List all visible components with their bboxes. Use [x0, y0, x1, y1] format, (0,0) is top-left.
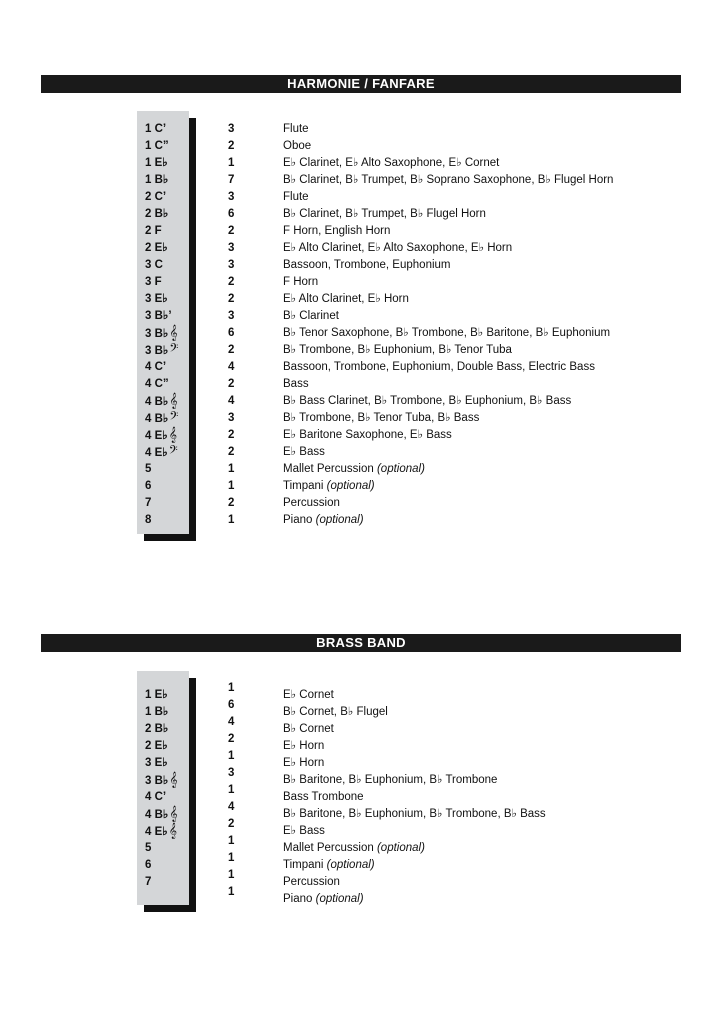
instrument-names: B♭ Baritone, B♭ Euphonium, B♭ Trombone, B♭ Bass [283, 808, 546, 820]
part-count [228, 257, 234, 274]
part-label [145, 206, 168, 223]
part-name: 3 E♭ [145, 293, 168, 305]
count-value: 1 [228, 480, 235, 492]
part-label [145, 291, 168, 308]
instrument-names: Bass [283, 378, 309, 390]
count-value: 6 [228, 208, 235, 220]
instrument-list [283, 172, 613, 189]
part-label [145, 444, 178, 462]
count-value: 2 [228, 344, 235, 356]
part-name: 4 C’ [145, 361, 167, 373]
instrument-names: Mallet Percussion [283, 842, 377, 854]
instrument-names: E♭ Horn [283, 740, 325, 752]
part-name: 8 [145, 514, 152, 526]
instrument-list [283, 257, 451, 274]
instrument-names: B♭ Cornet [283, 723, 334, 735]
part-label [145, 789, 166, 806]
part-count [228, 189, 234, 206]
instrument-names: Bassoon, Trombone, Euphonium [283, 259, 451, 271]
part-name: 4 C” [145, 378, 169, 390]
bass-clef-icon: 𝄢 [168, 444, 178, 460]
part-name: 2 B♭ [145, 208, 169, 220]
count-value: 4 [228, 716, 235, 728]
optional-note: (optional) [326, 859, 375, 871]
instrument-names: B♭ Clarinet, B♭ Trumpet, B♭ Soprano Saxophone, B♭ Flugel Horn [283, 174, 614, 186]
part-label [145, 461, 151, 478]
part-label [145, 840, 151, 857]
part-name: 3 F [145, 276, 162, 288]
part-label [145, 410, 178, 428]
instrument-names: E♭ Bass [283, 825, 325, 837]
instrument-names: Percussion [283, 497, 340, 509]
part-count [228, 308, 234, 325]
count-value: 1 [228, 514, 235, 526]
count-value: 4 [228, 361, 235, 373]
part-name: 2 F [145, 225, 162, 237]
part-label [145, 240, 168, 257]
count-value: 3 [228, 123, 235, 135]
part-count [228, 884, 234, 901]
instrument-list [283, 721, 334, 738]
instrument-list [283, 823, 325, 840]
instrument-names: E♭ Horn [283, 757, 325, 769]
part-count [228, 799, 234, 816]
part-label [145, 308, 172, 325]
part-name: 1 E♭ [145, 157, 168, 169]
part-count [228, 765, 234, 782]
count-value: 1 [228, 750, 235, 762]
count-value: 2 [228, 378, 235, 390]
instrument-names: B♭ Trombone, B♭ Tenor Tuba, B♭ Bass [283, 412, 480, 424]
instrument-list [283, 755, 324, 772]
count-value: 1 [228, 869, 235, 881]
count-value: 3 [228, 191, 235, 203]
treble-clef-icon: 𝄞 [169, 772, 178, 788]
instrument-names: B♭ Cornet, B♭ Flugel [283, 706, 388, 718]
count-value: 2 [228, 733, 235, 745]
part-label [145, 755, 168, 772]
part-label [145, 155, 168, 172]
part-count [228, 342, 234, 359]
treble-clef-icon: 𝄞 [169, 393, 178, 409]
harmonie-section-title: HARMONIE / FANFARE [41, 75, 681, 93]
instrument-names: E♭ Alto Clarinet, E♭ Horn [283, 293, 409, 305]
instrument-list [283, 478, 375, 495]
count-value: 1 [228, 463, 235, 475]
part-name: 4 C’ [145, 791, 167, 803]
instrument-names: Bass Trombone [283, 791, 364, 803]
part-label [145, 393, 178, 411]
part-label [145, 478, 151, 495]
part-label [145, 257, 163, 274]
part-name: 1 E♭ [145, 689, 168, 701]
count-value: 2 [228, 429, 235, 441]
part-name: 4 E♭ [145, 430, 168, 442]
instrument-list [283, 342, 512, 359]
part-name: 1 C” [145, 140, 169, 152]
instrument-list [283, 359, 595, 376]
instrument-list [283, 687, 334, 704]
instrument-list [283, 155, 499, 172]
part-count [228, 223, 234, 240]
part-count [228, 410, 234, 427]
instrument-list [283, 738, 324, 755]
part-count [228, 291, 234, 308]
part-name: 4 E♭ [145, 447, 168, 459]
part-count [228, 274, 234, 291]
instrument-list [283, 840, 425, 857]
instrument-list [283, 240, 512, 257]
count-value: 4 [228, 395, 235, 407]
instrument-list [283, 857, 375, 874]
part-count [228, 782, 234, 799]
instrument-list [283, 410, 479, 427]
bass-clef-icon: 𝄢 [169, 410, 179, 426]
instrument-names: E♭ Bass [283, 446, 325, 458]
count-value: 2 [228, 446, 235, 458]
count-value: 3 [228, 310, 235, 322]
treble-clef-icon: 𝄞 [168, 427, 177, 443]
instrument-list [283, 704, 388, 721]
part-count [228, 121, 234, 138]
instrument-names: F Horn [283, 276, 319, 288]
instrument-names: B♭ Tenor Saxophone, B♭ Trombone, B♭ Baritone, B♭ Euphonium [283, 327, 611, 339]
instrument-names: B♭ Trombone, B♭ Euphonium, B♭ Tenor Tuba [283, 344, 512, 356]
part-label [145, 704, 168, 721]
part-count [228, 444, 234, 461]
count-value: 1 [228, 157, 235, 169]
part-label [145, 274, 162, 291]
part-name: 6 [145, 859, 152, 871]
count-value: 2 [228, 293, 235, 305]
part-name: 5 [145, 842, 152, 854]
part-name: 3 B♭ [145, 328, 169, 340]
instrument-names: E♭ Alto Clarinet, E♭ Alto Saxophone, E♭ Horn [283, 242, 513, 254]
instrument-names: Percussion [283, 876, 340, 888]
part-label [145, 495, 151, 512]
instrument-names: Mallet Percussion [283, 463, 377, 475]
part-name: 4 B♭ [145, 809, 169, 821]
instrument-list [283, 891, 364, 908]
instrument-list [283, 444, 325, 461]
part-label [145, 376, 169, 393]
part-name: 1 B♭ [145, 706, 169, 718]
part-name: 7 [145, 497, 152, 509]
part-name: 2 E♭ [145, 740, 168, 752]
count-value: 2 [228, 818, 235, 830]
part-count [228, 748, 234, 765]
part-count [228, 461, 234, 478]
instrument-list [283, 325, 610, 342]
instrument-list [283, 274, 318, 291]
part-label [145, 772, 178, 790]
count-value: 7 [228, 174, 235, 186]
part-count [228, 731, 234, 748]
part-name: 1 C’ [145, 123, 167, 135]
part-name: 2 C’ [145, 191, 167, 203]
count-value: 2 [228, 497, 235, 509]
part-name: 6 [145, 480, 152, 492]
instrument-list [283, 427, 452, 444]
optional-note: (optional) [315, 893, 364, 905]
part-name: 4 B♭ [145, 396, 169, 408]
instrument-list [283, 393, 571, 410]
part-label [145, 325, 178, 343]
part-label [145, 512, 151, 529]
part-label [145, 189, 166, 206]
part-count [228, 206, 234, 223]
part-count [228, 155, 234, 172]
optional-note: (optional) [376, 463, 425, 475]
instrument-names: E♭ Cornet [283, 689, 334, 701]
instrument-names: Piano [283, 514, 316, 526]
part-count [228, 697, 234, 714]
optional-note: (optional) [315, 514, 364, 526]
count-value: 6 [228, 699, 235, 711]
part-count [228, 478, 234, 495]
part-name: 1 B♭ [145, 174, 169, 186]
part-count [228, 512, 234, 529]
count-value: 1 [228, 784, 235, 796]
part-count [228, 393, 234, 410]
part-label [145, 823, 177, 841]
count-value: 2 [228, 276, 235, 288]
part-label [145, 738, 168, 755]
instrument-names: F Horn, English Horn [283, 225, 391, 237]
instrument-list [283, 223, 390, 240]
count-value: 1 [228, 886, 235, 898]
instrument-list [283, 772, 497, 789]
part-label [145, 223, 162, 240]
optional-note: (optional) [376, 842, 425, 854]
part-label [145, 687, 168, 704]
part-count [228, 376, 234, 393]
instrument-list [283, 121, 309, 138]
part-count [228, 495, 234, 512]
part-name: 3 B♭ [145, 775, 169, 787]
instrument-names: B♭ Bass Clarinet, B♭ Trombone, B♭ Euphonium, B♭ Bass [283, 395, 572, 407]
instrument-list [283, 291, 409, 308]
instrument-names: E♭ Baritone Saxophone, E♭ Bass [283, 429, 452, 441]
treble-clef-icon: 𝄞 [169, 325, 178, 341]
part-name: 2 B♭ [145, 723, 169, 735]
instrument-names: Timpani [283, 859, 327, 871]
part-name: 2 E♭ [145, 242, 168, 254]
instrument-names: Flute [283, 191, 309, 203]
instrument-names: Flute [283, 123, 309, 135]
part-count [228, 172, 234, 189]
instrument-names: B♭ Clarinet, B♭ Trumpet, B♭ Flugel Horn [283, 208, 486, 220]
instrument-names: Piano [283, 893, 316, 905]
part-label [145, 359, 166, 376]
treble-clef-icon: 𝄞 [168, 823, 177, 839]
part-count [228, 850, 234, 867]
part-count [228, 325, 234, 342]
brass-section-title: BRASS BAND [41, 634, 681, 652]
count-value: 3 [228, 767, 235, 779]
count-value: 4 [228, 801, 235, 813]
bass-clef-icon: 𝄢 [169, 342, 179, 358]
count-value: 2 [228, 225, 235, 237]
instrument-list [283, 189, 309, 206]
instrument-names: E♭ Clarinet, E♭ Alto Saxophone, E♭ Cornet [283, 157, 500, 169]
part-name: 7 [145, 876, 152, 888]
instrument-list [283, 206, 486, 223]
part-label [145, 806, 178, 824]
count-value: 1 [228, 852, 235, 864]
part-count [228, 427, 234, 444]
instrument-list [283, 461, 425, 478]
instrument-list [283, 376, 309, 393]
count-value: 3 [228, 242, 235, 254]
instrument-names: Bassoon, Trombone, Euphonium, Double Bass, Electric Bass [283, 361, 595, 373]
count-value: 3 [228, 259, 235, 271]
part-count [228, 816, 234, 833]
part-count [228, 359, 234, 376]
treble-clef-icon: 𝄞 [169, 806, 178, 822]
part-count [228, 680, 234, 697]
part-name: 4 E♭ [145, 826, 168, 838]
part-name: 3 B♭’ [145, 310, 172, 322]
part-name: 3 B♭ [145, 345, 169, 357]
instrument-list [283, 806, 546, 823]
part-label [145, 874, 151, 891]
instrument-list [283, 874, 340, 891]
part-label [145, 857, 151, 874]
part-count [228, 833, 234, 850]
instrument-names: Oboe [283, 140, 312, 152]
part-count [228, 138, 234, 155]
part-name: 5 [145, 463, 152, 475]
part-name: 4 B♭ [145, 413, 169, 425]
part-label [145, 121, 166, 138]
count-value: 1 [228, 835, 235, 847]
part-label [145, 721, 168, 738]
instrument-names: Timpani [283, 480, 327, 492]
part-label [145, 172, 168, 189]
count-value: 1 [228, 682, 235, 694]
part-name: 3 C [145, 259, 163, 271]
count-value: 6 [228, 327, 235, 339]
instrument-names: B♭ Baritone, B♭ Euphonium, B♭ Trombone [283, 774, 498, 786]
instrument-list [283, 495, 340, 512]
instrument-list [283, 308, 339, 325]
part-count [228, 240, 234, 257]
instrument-list [283, 138, 311, 155]
part-name: 3 E♭ [145, 757, 168, 769]
instrument-list [283, 512, 364, 529]
optional-note: (optional) [326, 480, 375, 492]
part-count [228, 714, 234, 731]
part-label [145, 342, 178, 360]
instrument-names: B♭ Clarinet [283, 310, 339, 322]
count-value: 3 [228, 412, 235, 424]
part-label [145, 138, 169, 155]
instrument-list [283, 789, 364, 806]
part-count [228, 867, 234, 884]
part-label [145, 427, 177, 445]
count-value: 2 [228, 140, 235, 152]
